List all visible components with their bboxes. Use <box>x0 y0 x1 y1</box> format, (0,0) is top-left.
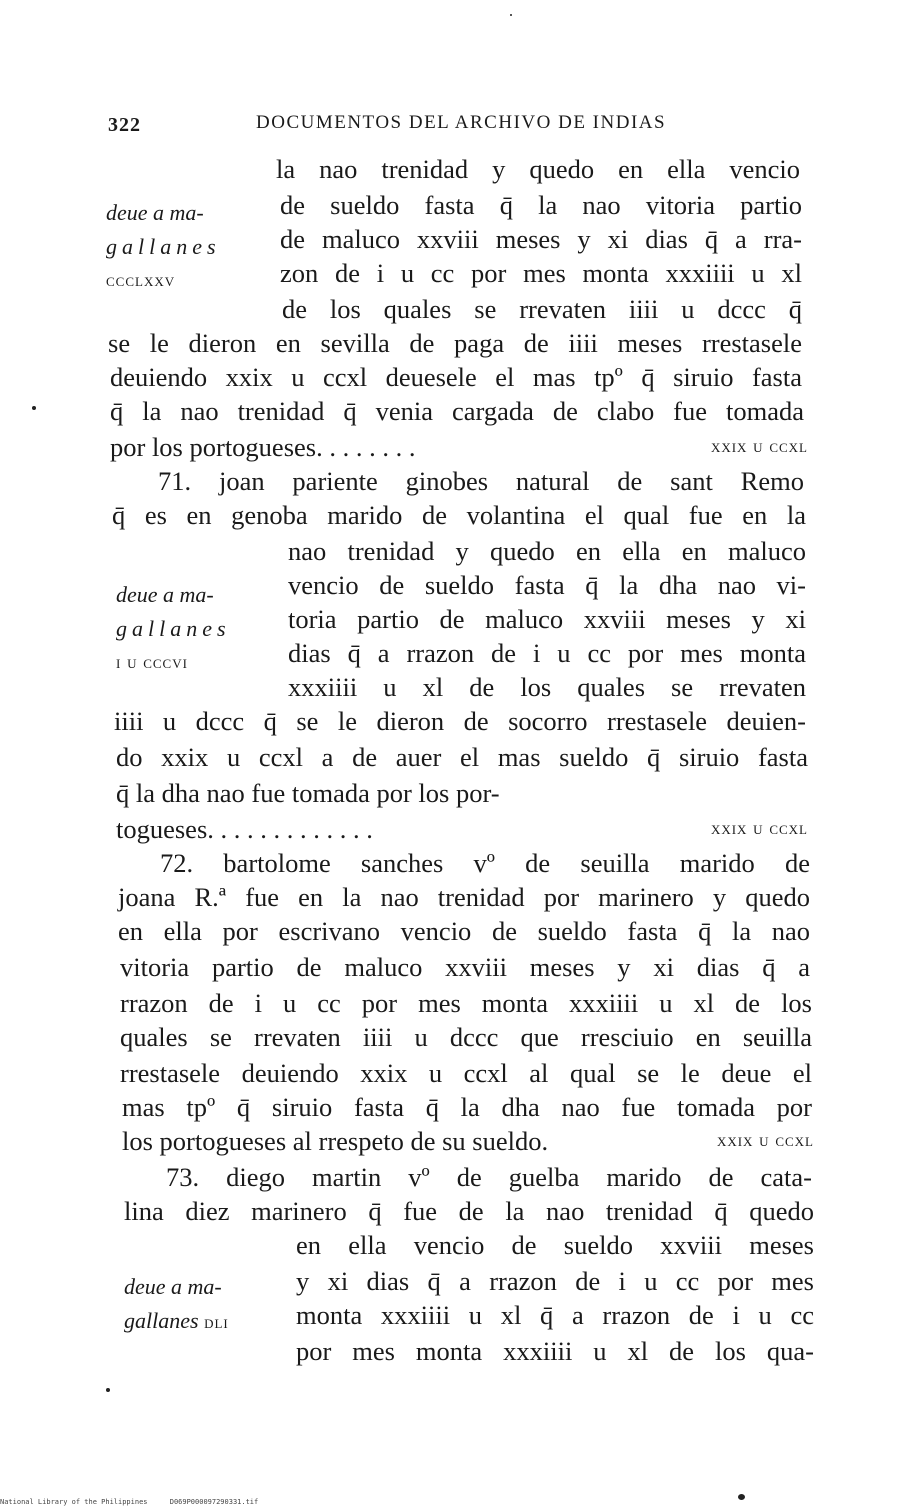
text-line: iiii u dccc q̄ se le dieron de socorro rrestasele deuien- <box>114 706 806 736</box>
margin-note: deue a ma- <box>116 582 214 607</box>
text-line: q̄ la dha nao fue tomada por los por- <box>116 778 500 808</box>
line-total: xxix u ccxl <box>716 1130 814 1151</box>
scan-speck <box>510 14 512 16</box>
text-line-content: togueses. . . . . . . . . . . . . <box>116 814 373 844</box>
text-line: la nao trenidad y quedo en ella vencio <box>276 154 800 184</box>
text-line: 71. joan pariente ginobes natural de sant Remo <box>158 466 804 496</box>
text-line: rrestasele deuiendo xxix u ccxl al qual se le deue el <box>120 1058 812 1088</box>
text-line-content: los portogueses al rrespeto de su sueldo. <box>122 1126 549 1156</box>
text-line <box>116 812 808 846</box>
text-line: rrazon de i u cc por mes monta xxxiiii u xl de los <box>120 988 812 1018</box>
text-line: de sueldo fasta q̄ la nao vitoria partio <box>280 190 802 220</box>
text-line: vencio de sueldo fasta q̄ la dha nao vi- <box>288 570 806 600</box>
text-line: de maluco xxviii meses y xi dias q̄ a rra- <box>280 224 802 254</box>
margin-note: deue a ma- <box>124 1274 222 1299</box>
margin-note-number: dli <box>204 1312 229 1333</box>
text-line: toria partio de maluco xxviii meses y xi <box>288 604 806 634</box>
text-line: en ella por escrivano vencio de sueldo fasta q̄ la nao <box>118 916 810 946</box>
text-line: 73. diego martin vº de guelba marido de cata- <box>166 1162 812 1192</box>
line-total: xxix u ccxl <box>710 436 808 457</box>
text-line: 72. bartolome sanches vº de seuilla marido de <box>160 848 810 878</box>
text-line: joana R.ª fue en la nao trenidad por marinero y quedo <box>118 882 810 912</box>
line-total: xxix u ccxl <box>710 818 808 839</box>
margin-note: deue a ma- <box>106 200 204 225</box>
margin-note <box>124 1304 229 1340</box>
margin-note: gallanes <box>116 616 231 641</box>
text-line: q̄ es en genoba marido de volantina el qual fue en la <box>112 500 806 530</box>
text-line: zon de i u cc por mes monta xxxiiii u xl <box>280 258 802 288</box>
footer-file: D069P000097290331.tif <box>169 1498 259 1506</box>
scan-footer <box>0 1498 276 1506</box>
text-line <box>122 1124 814 1158</box>
text-line-content: por los portogueses. . . . . . . . <box>110 432 416 462</box>
text-line: y xi dias q̄ a rrazon de i u cc por mes <box>296 1266 814 1296</box>
text-line: mas tpº q̄ siruio fasta q̄ la dha nao fue tomada por <box>122 1092 812 1122</box>
text-line: do xxix u ccxl a de auer el mas sueldo q̄ siruio fasta <box>116 742 808 772</box>
text-line: dias q̄ a rrazon de i u cc por mes monta <box>288 638 806 668</box>
text-line: deuiendo xxix u ccxl deuesele el mas tpº q̄ siruio fasta <box>110 362 802 392</box>
margin-note: i u cccvi <box>116 652 188 673</box>
margin-note-text: gallanes <box>124 1308 199 1333</box>
text-line: nao trenidad y quedo en ella en maluco <box>288 536 806 566</box>
text-line: xxxiiii u xl de los quales se rrevaten <box>288 672 806 702</box>
margin-note: gallanes <box>106 234 221 259</box>
header-title: DOCUMENTOS DEL ARCHIVO DE INDIAS <box>256 112 667 133</box>
footer-library: National Library of the Philippines <box>0 1498 148 1506</box>
text-line: en ella vencio de sueldo xxviii meses <box>296 1230 814 1260</box>
margin-note: ccclxxv <box>106 270 176 291</box>
scan-speck <box>738 1494 745 1500</box>
text-line: monta xxxiiii u xl q̄ a rrazon de i u cc <box>296 1300 814 1330</box>
text-line: quales se rrevaten iiii u dccc que rresciuio en seuilla <box>120 1022 812 1052</box>
text-line: vitoria partio de maluco xxviii meses y xi dias q̄ a <box>120 952 810 982</box>
text-line: de los quales se rrevaten iiii u dccc q̄ <box>282 294 802 324</box>
scan-speck <box>106 1388 110 1392</box>
text-line: q̄ la nao trenidad q̄ venia cargada de clabo fue tomada <box>110 396 804 426</box>
scan-speck <box>32 406 36 410</box>
text-line <box>110 430 808 464</box>
text-line: lina diez marinero q̄ fue de la nao trenidad q̄ quedo <box>124 1196 814 1226</box>
text-line: se le dieron en sevilla de paga de iiii meses rrestasele <box>108 328 802 358</box>
page-number: 322 <box>108 114 141 136</box>
text-line: por mes monta xxxiiii u xl de los qua- <box>296 1336 814 1366</box>
